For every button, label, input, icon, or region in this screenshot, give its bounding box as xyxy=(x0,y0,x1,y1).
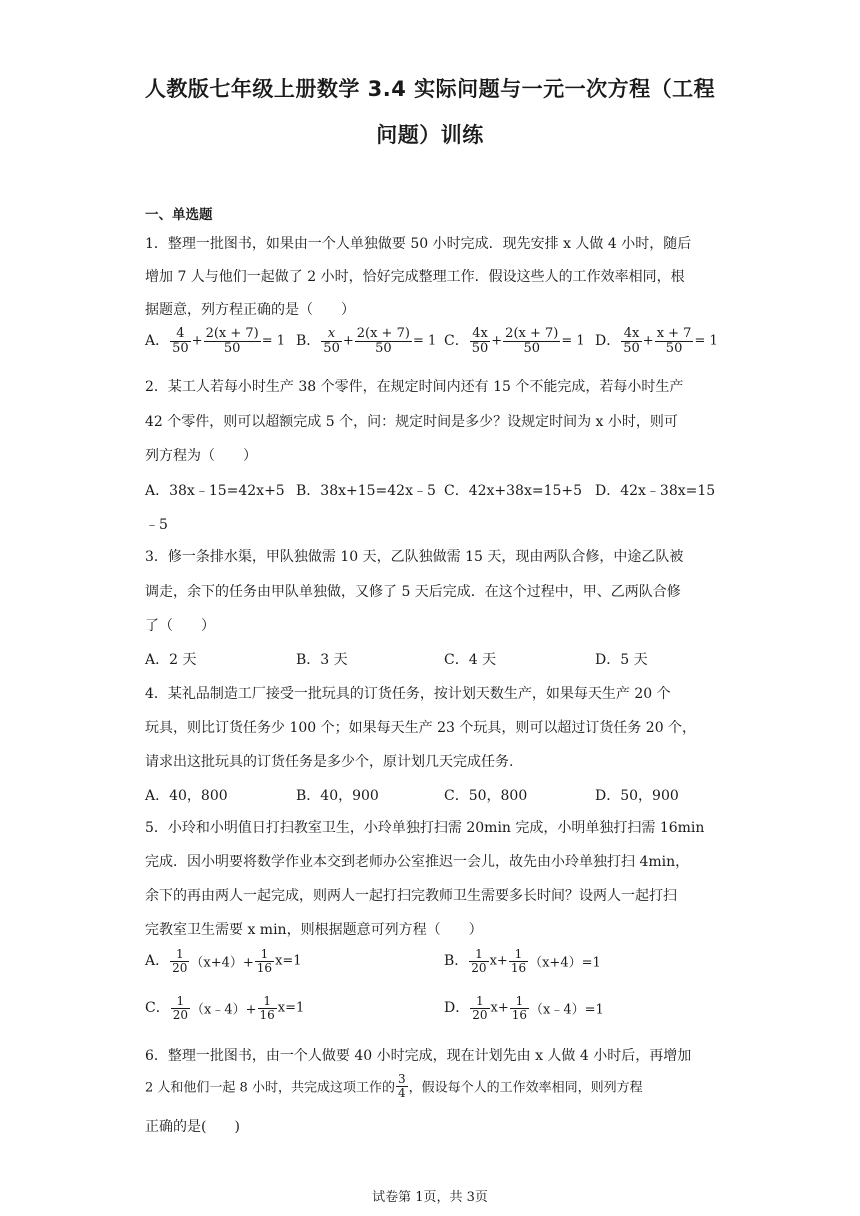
q1-line-1: 1．整理一批图书，如果由一个人单独做要 50 小时完成．现先安排 x 人做 4 小时，随后 xyxy=(145,236,692,252)
q4-line-1: 4．某礼品制造工厂接受一批玩具的订货任务，按计划天数生产，如果每天生产 20 个 xyxy=(145,686,671,702)
q5-line-1: 5．小玲和小明值日打扫教室卫生，小玲单独打扫需 20min 完成，小明单独打扫需 16min xyxy=(145,820,705,836)
option-letter: D． xyxy=(595,333,621,350)
fraction: $\frac{1}{16}$ xyxy=(510,947,527,975)
q3-option-a[interactable]: A．2 天 xyxy=(145,652,197,668)
fraction: $\frac{1}{16}$ xyxy=(259,994,275,1022)
q6-line-3: 正确的是( ) xyxy=(145,1119,240,1135)
q2-line-1: 2．某工人若每小时生产 38 个零件，在规定时间内还有 15 个不能完成，若每小时生产 xyxy=(145,379,684,395)
q4-option-b[interactable]: B．40，900 xyxy=(296,788,379,804)
fraction: $\frac{1}{20}$ xyxy=(172,994,188,1022)
q5-option-a[interactable]: A． $\frac{1}{20}$ （x+4）+ $\frac{1}{16}$ x=1 xyxy=(145,947,302,975)
q3-option-d[interactable]: D．5 天 xyxy=(595,652,648,668)
q6-line-2: 2 人和他们一起 8 小时，共完成这项工作的 $\frac{3}{4}$ ，假设每个人的工作效率相同，则列方程 xyxy=(145,1072,643,1100)
q5-line-4: 完教室卫生需要 x min，则根据题意可列方程（ ） xyxy=(145,922,483,938)
q3-line-1: 3．修一条排水渠，甲队独做需 10 天，乙队独做需 15 天，现由两队合修，中途乙队被 xyxy=(145,549,684,565)
option-letter: C． xyxy=(444,333,469,350)
q4-option-a[interactable]: A．40，800 xyxy=(145,788,228,804)
q4-option-d[interactable]: D．50，900 xyxy=(595,788,679,804)
q5-line-2: 完成．因小明要将数学作业本交到老师办公室推迟一会儿，故先由小玲单独打扫 4min， xyxy=(145,854,690,870)
fraction: $\frac{4}{50}$ xyxy=(172,326,189,356)
q3-line-2: 调走，余下的任务由甲队单独做，又修了 5 天后完成．在这个过程中，甲、乙两队合修 xyxy=(145,584,681,600)
option-letter: C． xyxy=(145,1000,170,1017)
page-title-line2: 问题）训练 xyxy=(376,123,484,147)
fraction: $\frac{x}{50}$ xyxy=(323,326,340,356)
option-letter: B． xyxy=(296,333,321,350)
option-letter: A． xyxy=(145,333,170,350)
fraction: $\frac{4x}{50}$ xyxy=(623,326,640,356)
page-title-line1: 人教版七年级上册数学 3.4 实际问题与一元一次方程（工程 xyxy=(144,77,716,101)
q1-option-a[interactable]: A． $\frac{4}{50}$ + $\frac{2(x + 7)}{50}$ = 1 xyxy=(145,326,286,356)
fraction: $\frac{2(x + 7)}{50}$ xyxy=(356,326,410,356)
option-letter: D． xyxy=(444,1000,470,1017)
q5-option-b[interactable]: B． $\frac{1}{20}$ x+ $\frac{1}{16}$ （x+4）=1 xyxy=(444,947,601,975)
q1-option-b[interactable]: B． $\frac{x}{50}$ + $\frac{2(x + 7)}{50}$ = 1 xyxy=(296,326,437,356)
q2-option-c[interactable]: C．42x+38x=15+5 xyxy=(444,483,583,499)
q1-line-3: 据题意，列方程正确的是（ ） xyxy=(145,302,355,318)
fraction: $\frac{1}{20}$ xyxy=(471,947,487,975)
fraction: $\frac{x + 7}{50}$ xyxy=(656,326,692,356)
q4-option-c[interactable]: C．50，800 xyxy=(444,788,528,804)
option-letter: B． xyxy=(444,953,469,970)
page-footer: 试卷第 1页，共 3页 xyxy=(372,1190,488,1205)
fraction: $\frac{2(x + 7)}{50}$ xyxy=(505,326,559,356)
q2-option-d-wrap: ﹣5 xyxy=(145,517,168,533)
q1-option-c[interactable]: C． $\frac{4x}{50}$ + $\frac{2(x + 7)}{50}$ = 1 xyxy=(444,326,585,356)
q3-option-b[interactable]: B．3 天 xyxy=(296,652,348,668)
q3-line-3: 了（ ） xyxy=(145,618,215,634)
fraction: $\frac{1}{20}$ xyxy=(172,947,188,975)
q2-option-b[interactable]: B．38x+15=42x﹣5 xyxy=(296,483,436,499)
fraction: $\frac{1}{16}$ xyxy=(511,994,528,1022)
q2-option-a[interactable]: A．38x﹣15=42x+5 xyxy=(145,483,285,499)
q2-line-2: 42 个零件，则可以超额完成 5 个，问：规定时间是多少？设规定时间为 x 小时，则可 xyxy=(145,414,678,430)
q5-option-c[interactable]: C． $\frac{1}{20}$ （x﹣4）+ $\frac{1}{16}$ x=1 xyxy=(145,994,305,1022)
q1-option-d[interactable]: D． $\frac{4x}{50}$ + $\frac{x + 7}{50}$ = 1 xyxy=(595,326,718,356)
q4-line-2: 玩具，则比订货任务少 100 个；如果每天生产 23 个玩具，则可以超过订货任务 20 个， xyxy=(145,720,697,736)
q2-line-3: 列方程为（ ） xyxy=(145,448,257,464)
option-letter: A． xyxy=(145,953,170,970)
fraction: $\frac{2(x + 7)}{50}$ xyxy=(205,326,259,356)
q5-option-d[interactable]: D． $\frac{1}{20}$ x+ $\frac{1}{16}$ （x﹣4）=1 xyxy=(444,994,604,1022)
section-heading: 一、单选题 xyxy=(145,207,213,223)
q2-option-d[interactable]: D．42x﹣38x=15 xyxy=(595,483,716,499)
q6-line-1: 6．整理一批图书，由一个人做要 40 小时完成，现在计划先由 x 人做 4 小时后，再增加 xyxy=(145,1048,692,1064)
q3-option-c[interactable]: C．4 天 xyxy=(444,652,497,668)
q5-line-3: 余下的再由两人一起完成，则两人一起打扫完教师卫生需要多长时间？设两人一起打扫 xyxy=(145,888,677,904)
fraction: $\frac{1}{16}$ xyxy=(256,947,273,975)
fraction: $\frac{3}{4}$ xyxy=(397,1072,406,1100)
fraction: $\frac{4x}{50}$ xyxy=(471,326,489,356)
fraction: $\frac{1}{20}$ xyxy=(472,994,488,1022)
q4-line-3: 请求出这批玩具的订货任务是多少个，原计划几天完成任务. xyxy=(145,754,514,770)
q1-line-2: 增加 7 人与他们一起做了 2 小时，恰好完成整理工作．假设这些人的工作效率相同，根 xyxy=(145,269,685,285)
